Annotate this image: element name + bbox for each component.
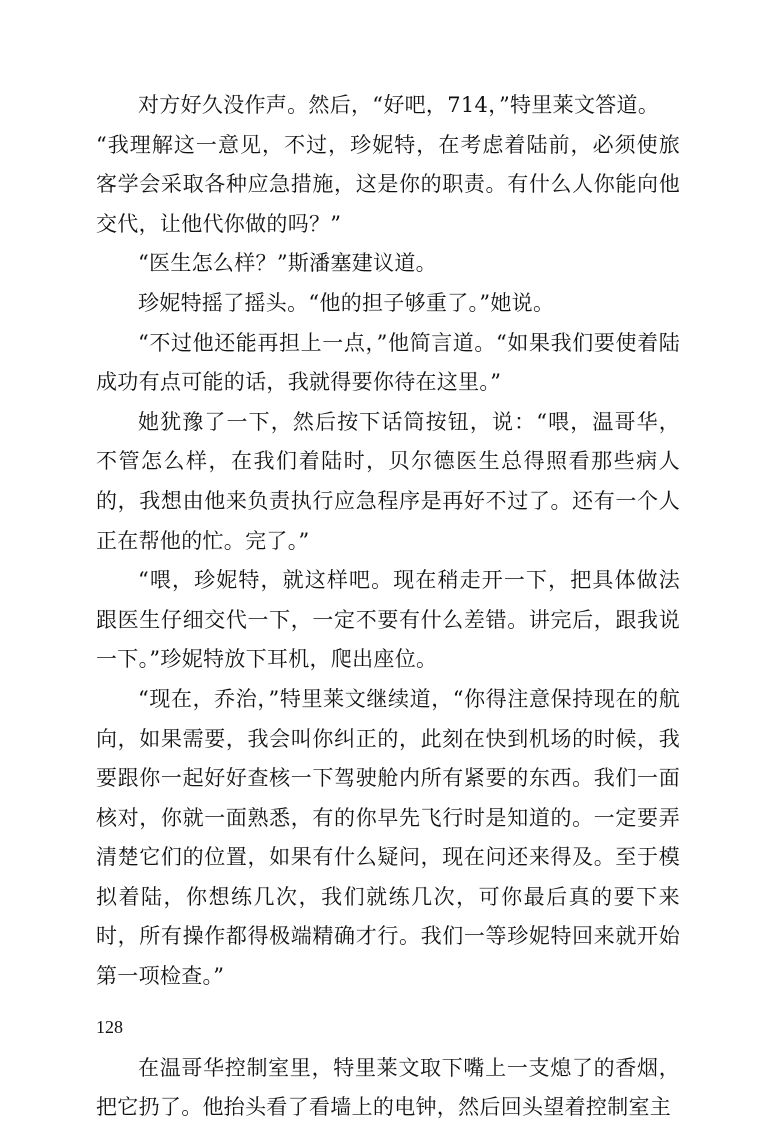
paragraph-7: “喂，珍妮特，就这样吧。现在稍走开一下，把具体做法跟医生仔细交代一下，一定不要有什么差错。讲完后，跟我说一下。”珍妮特放下耳机，爬出座位。 bbox=[96, 568, 680, 672]
page-number: 128 bbox=[96, 1017, 123, 1037]
paragraph-6: 她犹豫了一下，然后按下话筒按钮，说：“喂，温哥华，不管怎么样，在我们着陆时，贝尔德医生总得照看那些病人的，我想由他来负责执行应急程序是再好不过了。还有一个人正在帮他的忙。完了。” bbox=[96, 409, 680, 553]
body-text bbox=[96, 86, 680, 1128]
paragraph-1: 对方好久没作声。然后，“好吧，714，”特里莱文答道。 bbox=[138, 93, 660, 117]
paragraph-4: 珍妮特摇了摇头。“他的担子够重了。”她说。 bbox=[138, 290, 555, 315]
section-break bbox=[96, 997, 680, 1049]
paragraph-3: “医生怎么样？”斯潘塞建议道。 bbox=[138, 251, 437, 276]
paragraph-2: “我理解这一意见，不过，珍妮特，在考虑着陆前，必须使旅客学会采取各种应急措施，这是你的职责。有什么人你能向他交代，让他代你做的吗？” bbox=[96, 132, 680, 236]
paragraph-8: “现在，乔治，”特里莱文继续道，“你得注意保持现在的航向，如果需要，我会叫你纠正的，此刻在快到机场的时候，我要跟你一起好好查核一下驾驶舱内所有紧要的东西。我们一面核对，你就一面熟悉，有的你早先飞行时是知道的。一定要弄清楚它们的位置，如果有什么疑问，现在问还来得及。至于模拟着陆，你想练几次，我们就练几次，可你最后真的要下来时，所有操作都得极端精确才行。我们一等珍妮特回来就开始第一项检查。” bbox=[96, 686, 680, 989]
paragraph-9: 在温哥华控制室里，特里莱文取下嘴上一支熄了的香烟，把它扔了。他抬头看了看墙上的电钟，然后回头望着控制室主 bbox=[96, 1055, 680, 1120]
paragraph-5: “不过他还能再担上一点，”他简言道。“如果我们要使着陆成功有点可能的话，我就得要你待在这里。” bbox=[96, 330, 680, 395]
